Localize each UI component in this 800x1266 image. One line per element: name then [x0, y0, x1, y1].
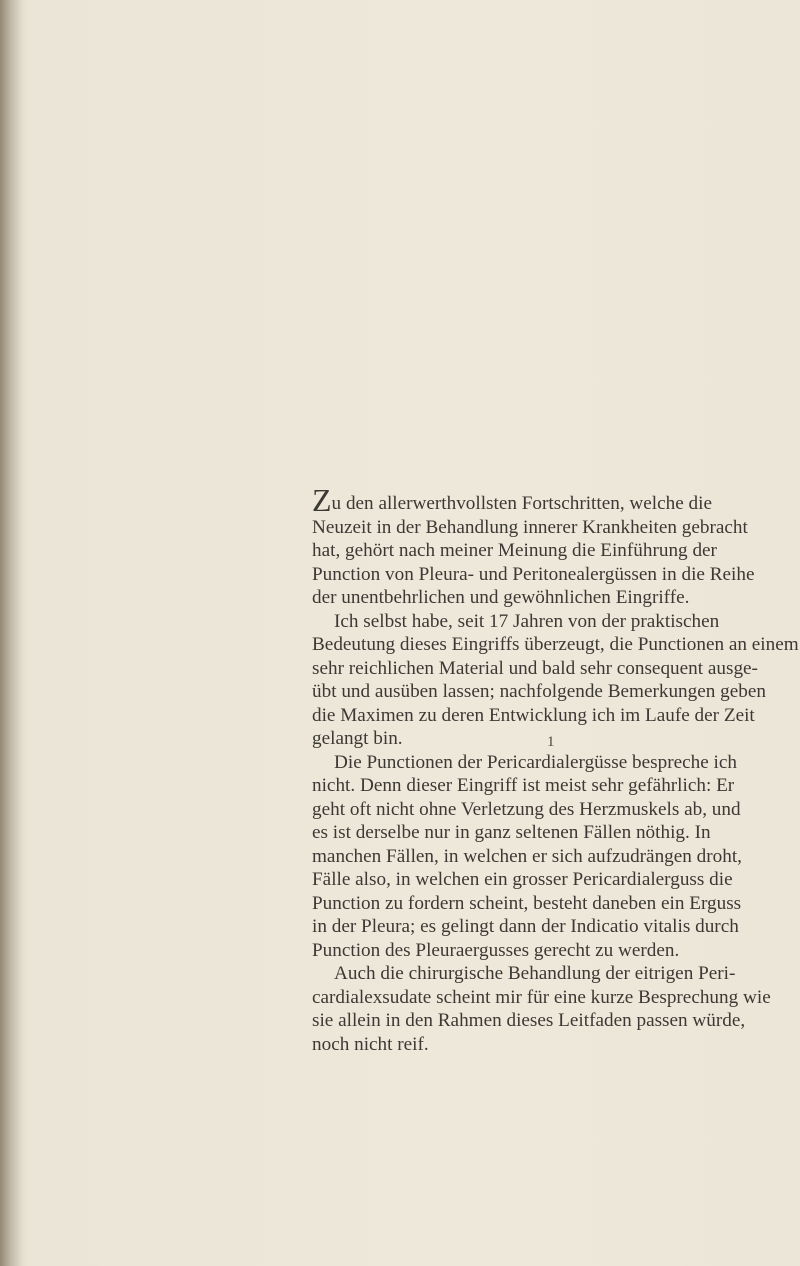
- text-line: übt und ausüben lassen; nachfolgende Bemerkungen geben: [312, 681, 766, 702]
- paragraph-4: [312, 962, 771, 1056]
- text-line: noch nicht reif.: [312, 1033, 429, 1055]
- text-line: der unentbehrlichen und gewöhnlichen Eingriffe.: [312, 587, 690, 608]
- drop-capital: Z: [312, 482, 332, 518]
- text-line: cardialexsudate scheint mir für eine kurze Besprechung wie: [312, 986, 771, 1008]
- text-line: in der Pleura; es gelingt dann der Indicatio vitalis durch: [312, 916, 739, 937]
- text-line: Ich selbst habe, seit 17 Jahren von der praktischen: [334, 610, 720, 632]
- text-line: Neuzeit in der Behandlung innerer Krankheiten gebracht: [312, 516, 748, 538]
- text-line: manchen Fällen, in welchen er sich aufzudrängen droht,: [312, 845, 742, 867]
- text-line: Zu den allerwerthvollsten Fortschritten, welche die: [312, 482, 712, 518]
- paragraph-1: [312, 482, 755, 610]
- text-line: nicht. Denn dieser Eingriff ist meist sehr gefährlich: Er: [312, 775, 735, 796]
- text-line: Bedeutung dieses Eingriffs überzeugt, die Punctionen an einem: [312, 634, 799, 655]
- text-line: sehr reichlichen Material und bald sehr consequent ausge-: [312, 657, 758, 679]
- page-gutter-shadow: [0, 0, 22, 1266]
- text-line: Fälle also, in welchen ein grosser Pericardialerguss die: [312, 869, 733, 890]
- text-line: die Maximen zu deren Entwicklung ich im Laufe der Zeit: [312, 704, 755, 726]
- page-number: 1: [547, 734, 555, 750]
- paragraph-2: [312, 610, 799, 751]
- text-line: Punction von Pleura- und Peritonealergüssen in die Reihe: [312, 563, 755, 585]
- text-line: Auch die chirurgische Behandlung der eitrigen Peri-: [334, 963, 736, 984]
- body-text: [312, 482, 799, 1056]
- text-line: Punction des Pleuraergusses gerecht zu werden.: [312, 939, 680, 961]
- text-line: sie allein in den Rahmen dieses Leitfaden passen würde,: [312, 1010, 746, 1031]
- text-line: Punction zu fordern scheint, besteht daneben ein Erguss: [312, 892, 742, 914]
- text-line: Die Punctionen der Pericardialergüsse bespreche ich: [334, 751, 737, 773]
- paragraph-3: [312, 751, 742, 963]
- text-line: geht oft nicht ohne Verletzung des Herzmuskels ab, und: [312, 798, 741, 820]
- text-line: hat, gehört nach meiner Meinung die Einführung der: [312, 540, 717, 561]
- text-line: es ist derselbe nur in ganz seltenen Fällen nöthig. In: [312, 822, 711, 843]
- text-line: gelangt bin.: [312, 728, 403, 749]
